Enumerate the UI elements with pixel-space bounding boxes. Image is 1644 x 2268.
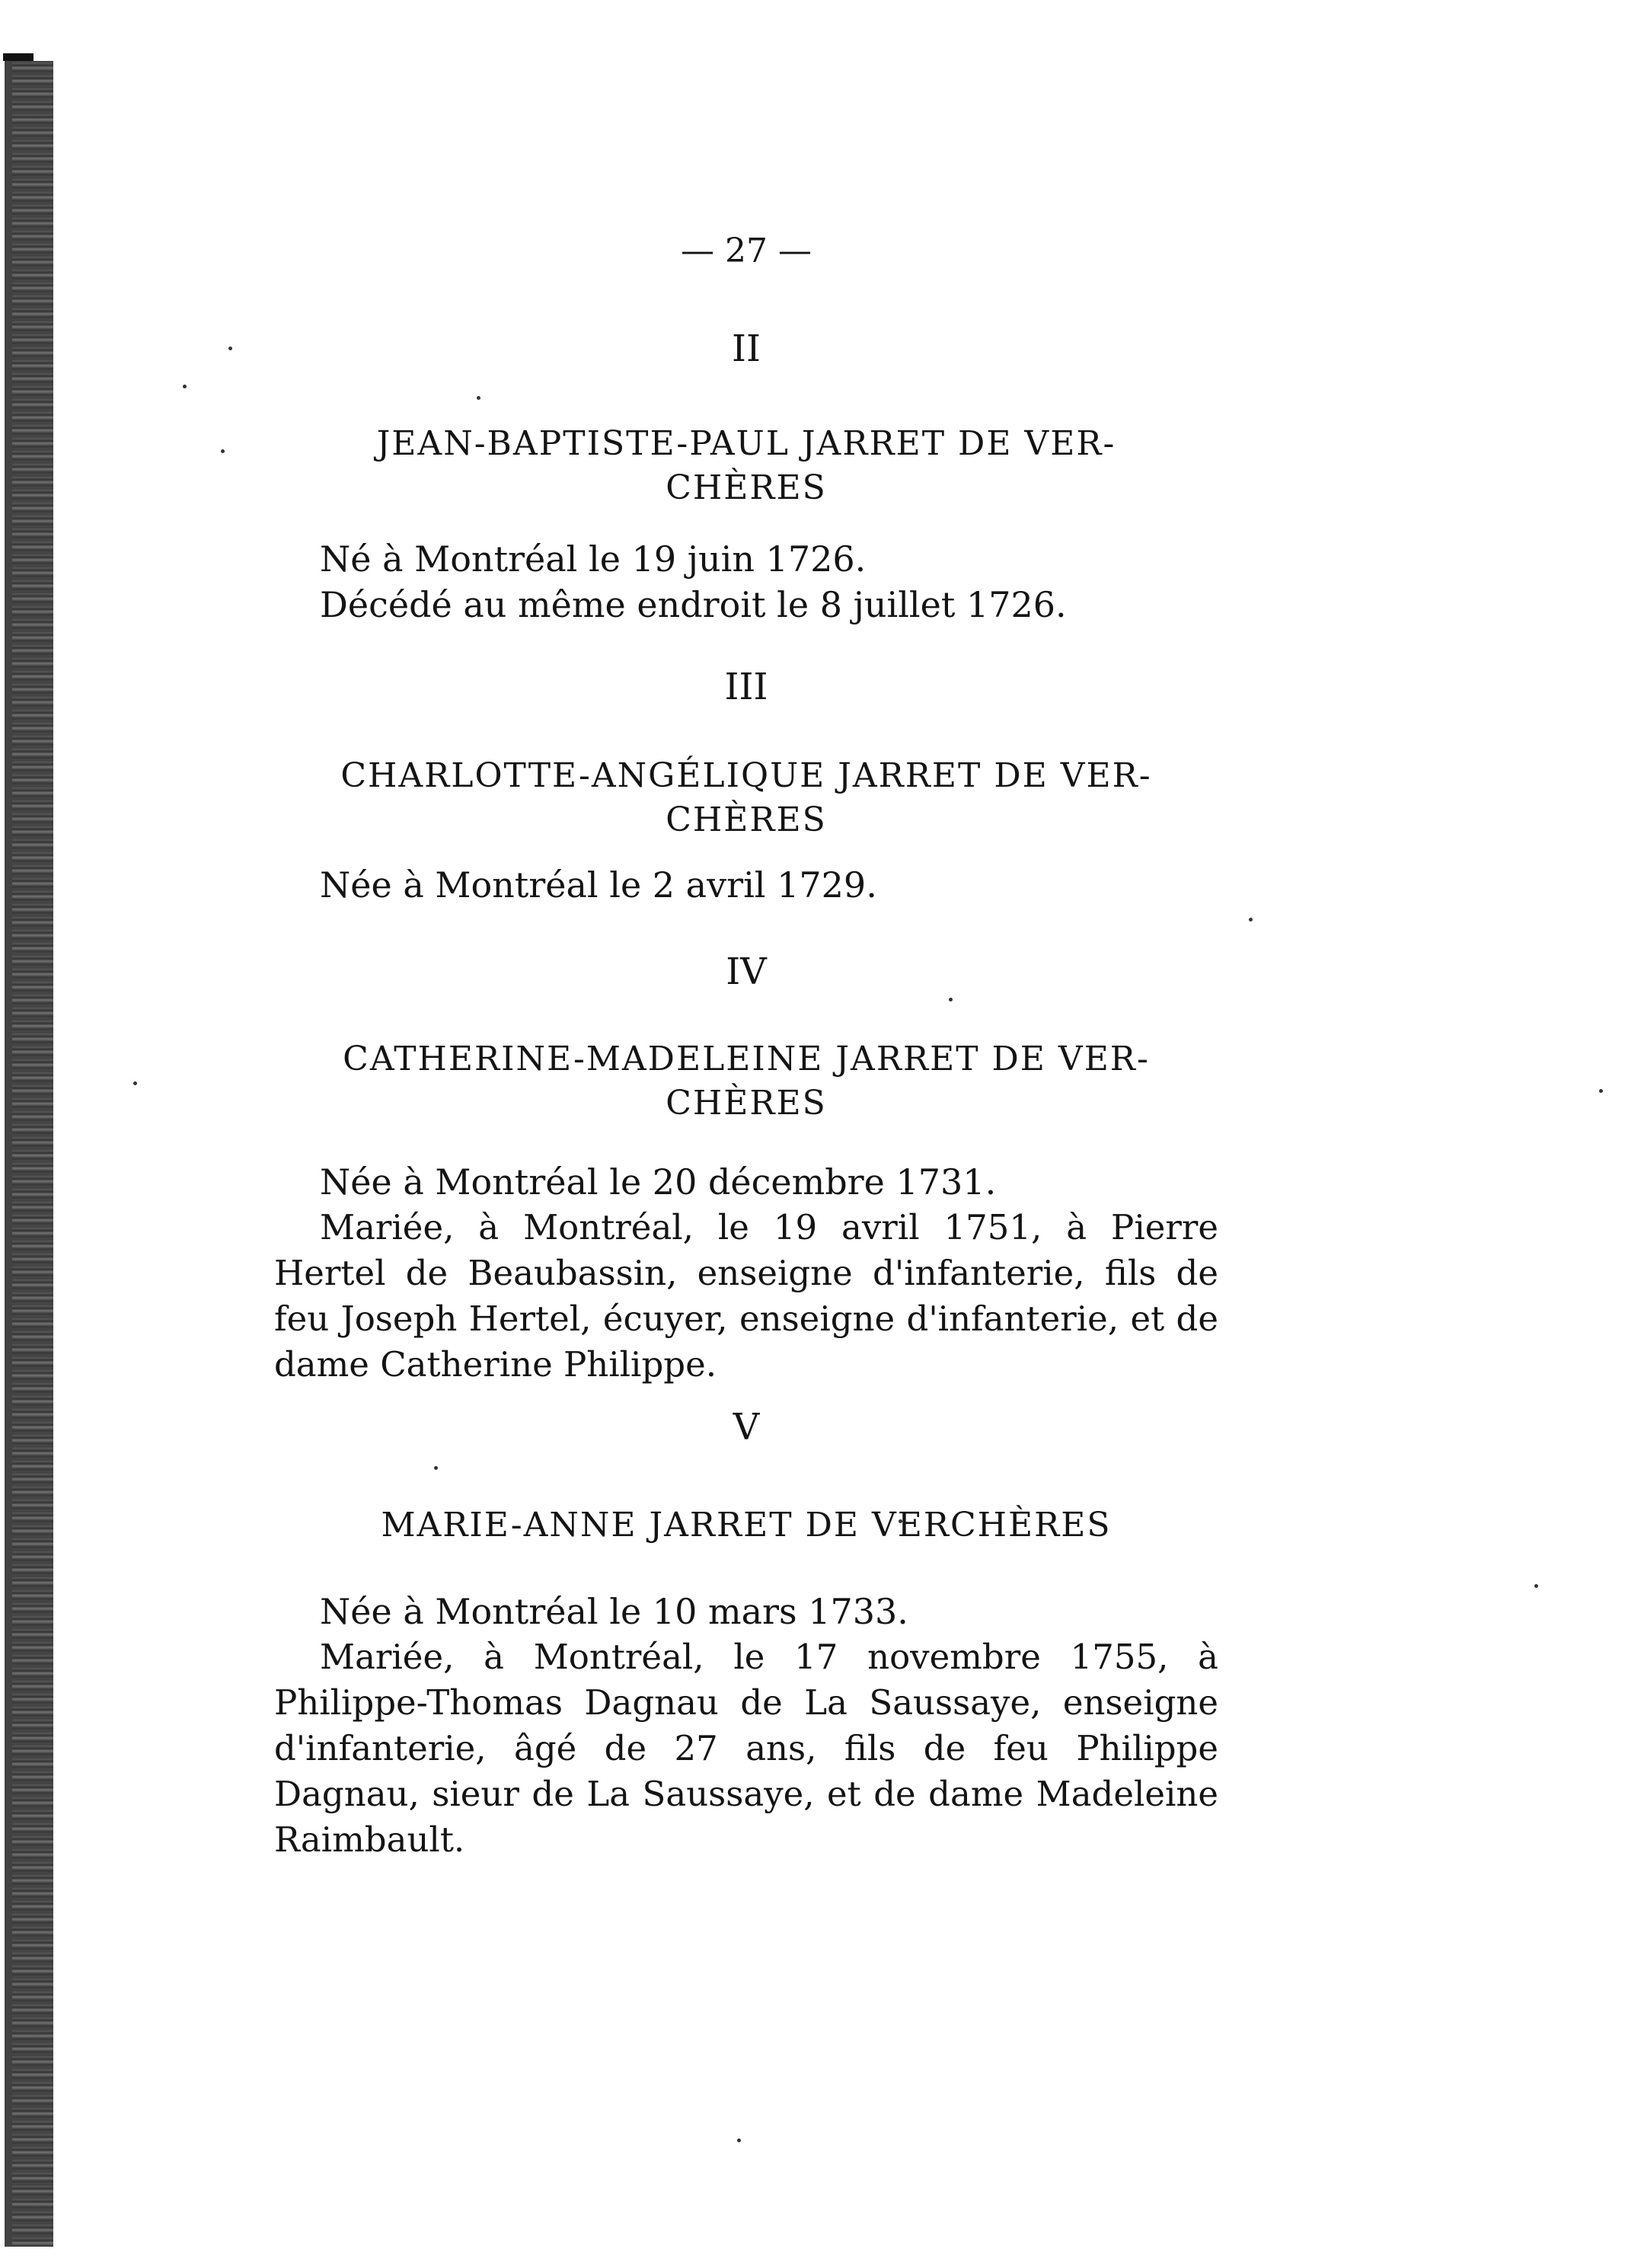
page-text — [274, 228, 1218, 1863]
birth-line: Né à Montréal le 19 juin 1726. — [320, 538, 867, 580]
entry-section — [274, 664, 1218, 908]
section-numeral: II — [732, 327, 761, 370]
entry-section — [274, 949, 1218, 1388]
marriage-paragraph: Mariée, à Montréal, le 19 avril 1751, à Pierre Hertel de Beaubassin, enseigne d'infanterie, fils de feu Joseph Hertel, écuyer, enseigne d'infanterie, et de dame Catherine Philippe. — [274, 1207, 1218, 1385]
scan-speck — [221, 449, 225, 453]
person-name: CHARLOTTE-ANGÉLIQUE JARRET DE VER- — [340, 756, 1152, 795]
section-numeral: III — [724, 666, 768, 708]
binding-edge — [9, 61, 53, 2247]
scan-speck — [183, 385, 187, 388]
person-name: JEAN-BAPTISTE-PAUL JARRET DE VER- — [376, 424, 1116, 463]
birth-line: Née à Montréal le 10 mars 1733. — [320, 1591, 908, 1632]
person-name: MARIE-ANNE JARRET DE VERCHÈRES — [381, 1506, 1112, 1544]
scan-speck — [228, 347, 232, 350]
page-number: — 27 — — [681, 232, 812, 270]
scan-speck — [133, 1081, 137, 1085]
section-numeral: V — [733, 1406, 760, 1449]
death-line: Décédé au même endroit le 8 juillet 1726. — [320, 584, 1067, 625]
person-name: CATHERINE-MADELEINE JARRET DE VER- — [343, 1040, 1150, 1078]
binding-nick — [3, 53, 34, 61]
birth-line: Née à Montréal le 20 décembre 1731. — [320, 1161, 997, 1203]
scan-speck — [1249, 918, 1253, 922]
person-name-continued: CHÈRES — [666, 468, 827, 507]
scan-speck — [1599, 1089, 1603, 1093]
scan-speck — [1534, 1584, 1538, 1588]
scan-speck — [737, 2139, 741, 2142]
marriage-paragraph: Mariée, à Montréal, le 17 novembre 1755, à Philippe-Thomas Dagnau de La Saussaye, enseigne d'infanterie, âgé de 27 ans, fils de feu Philippe Dagnau, sieur de La Saussaye, et de dame Madeleine Raimbault. — [274, 1637, 1218, 1860]
birth-line: Née à Montréal le 2 avril 1729. — [320, 864, 877, 906]
person-name-continued: CHÈRES — [666, 1084, 827, 1123]
entry-section — [274, 1404, 1218, 1863]
person-name-continued: CHÈRES — [666, 800, 827, 839]
entry-section — [274, 326, 1218, 628]
section-numeral: IV — [726, 950, 767, 993]
